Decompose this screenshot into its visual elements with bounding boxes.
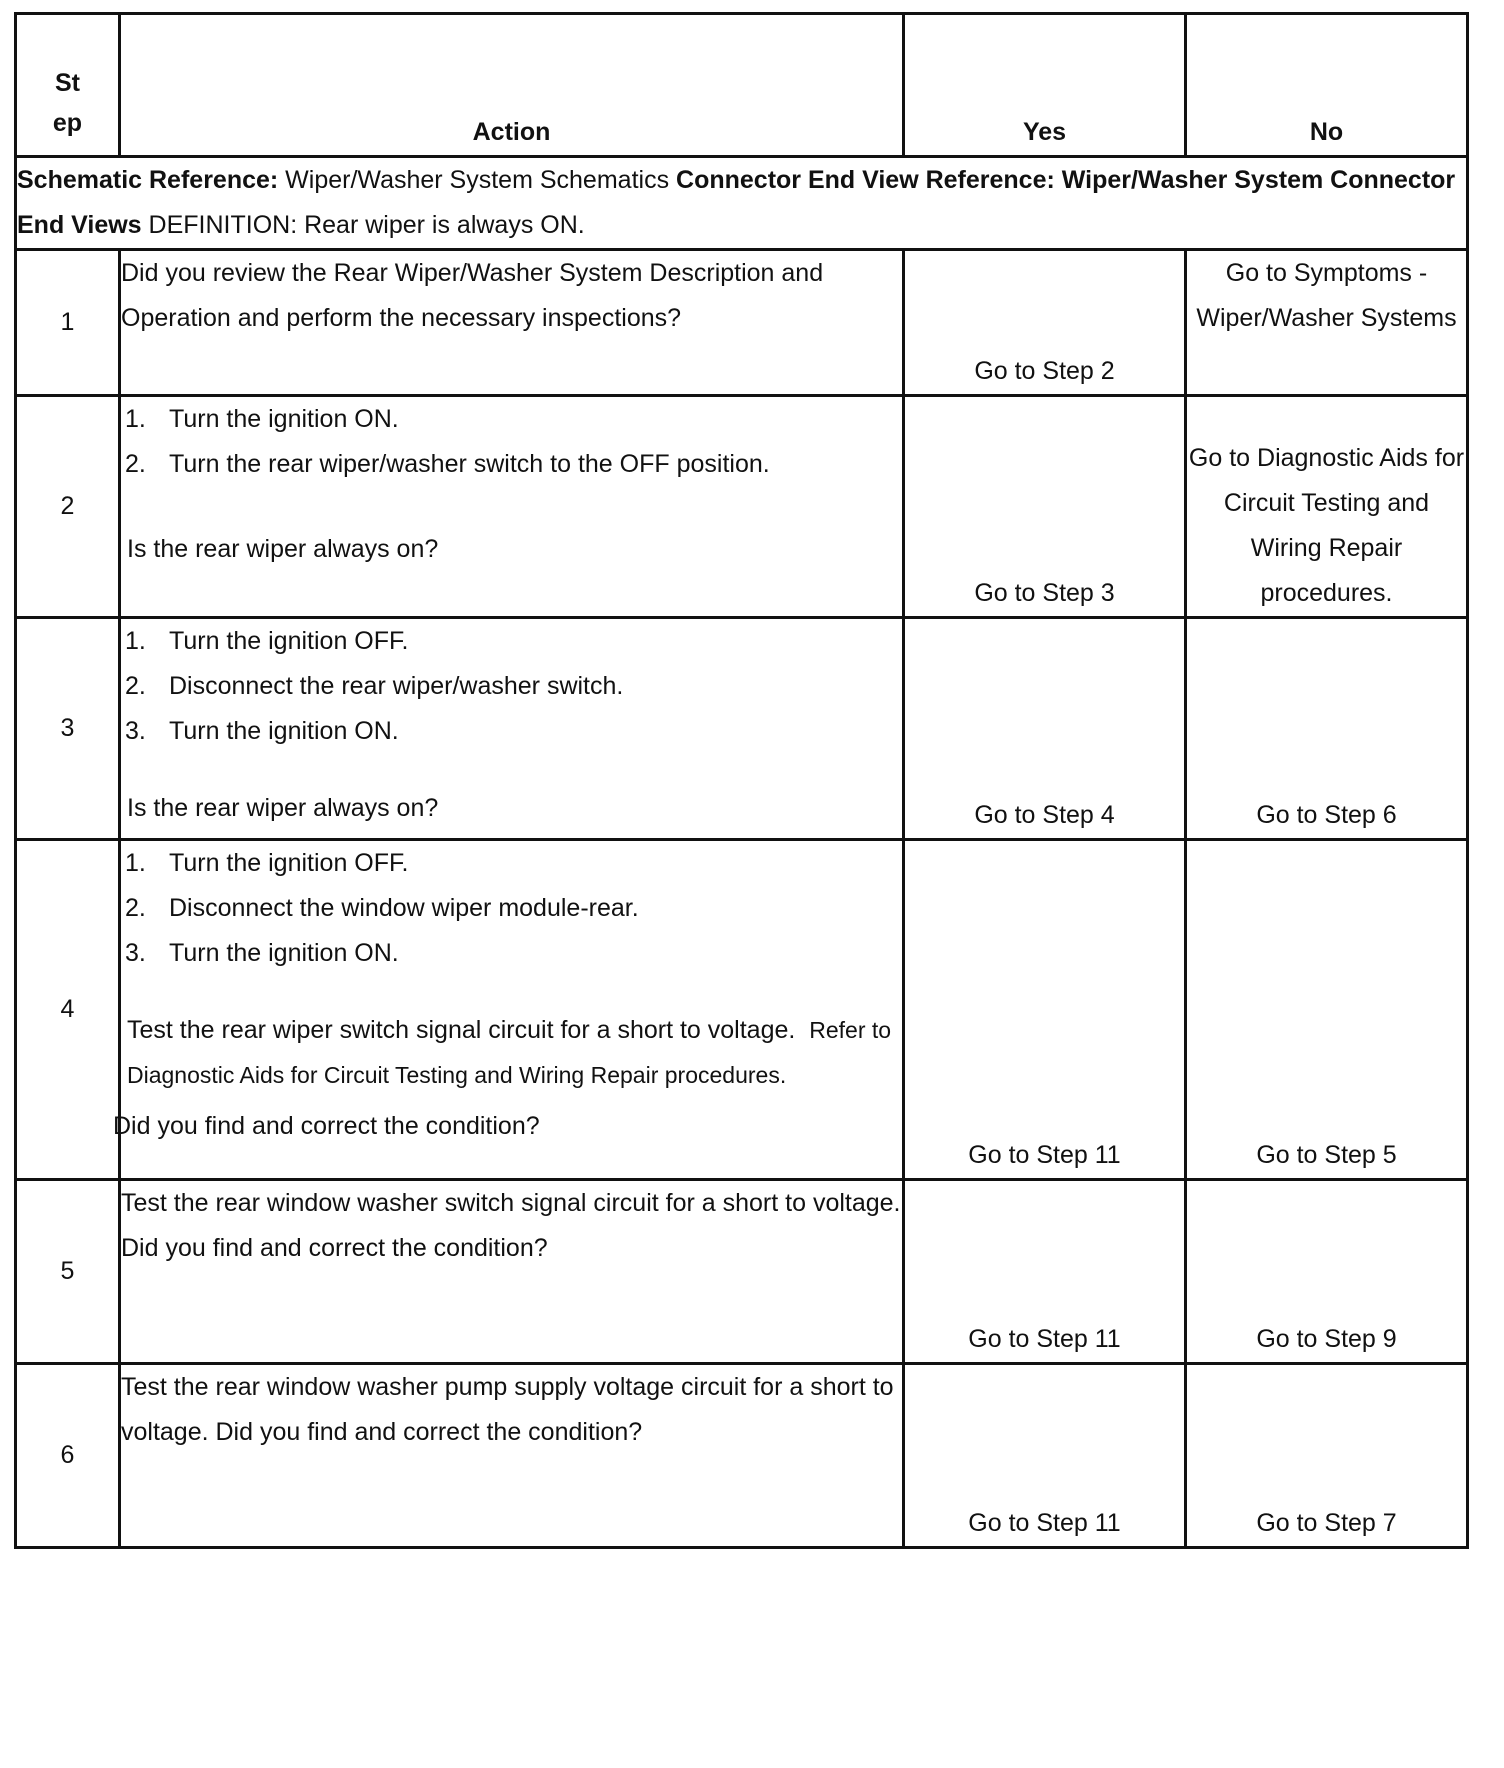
list-item: 3. Turn the ignition ON. <box>125 717 399 745</box>
reference-cell <box>16 157 1468 250</box>
step-number: 6 <box>16 1364 120 1548</box>
no-cell[interactable]: Go to Step 6 <box>1186 618 1468 840</box>
list-item: 2. Turn the rear wiper/washer switch to the OFF position. <box>125 450 770 478</box>
schematic-reference-link[interactable]: Wiper/Washer System Schematics <box>278 166 677 194</box>
no-cell[interactable]: Go to Diagnostic Aids for Circuit Testing and Wiring Repair procedures. <box>1186 396 1468 618</box>
table-row-step-1 <box>16 250 1468 396</box>
definition-text: DEFINITION: Rear wiper is always ON. <box>141 211 585 239</box>
yes-cell[interactable]: Go to Step 11 <box>904 1180 1186 1364</box>
action-cell <box>113 840 904 1180</box>
yes-cell[interactable]: Go to Step 11 <box>904 840 1186 1180</box>
table-row-step-5 <box>16 1180 1468 1364</box>
step-number: 2 <box>16 396 120 618</box>
schematic-reference-label: Schematic Reference: <box>17 166 279 194</box>
header-no: No <box>1186 14 1468 157</box>
list-item: 1. Turn the ignition OFF. <box>125 627 409 655</box>
no-cell[interactable]: Go to Step 9 <box>1186 1180 1468 1364</box>
header-row <box>16 14 1468 157</box>
test-text: Test the rear wiper switch signal circuit for a short to voltage. <box>127 1016 796 1044</box>
instruction-list <box>121 397 902 487</box>
header-yes: Yes <box>904 14 1186 157</box>
list-item: 1. Turn the ignition OFF. <box>125 849 409 877</box>
action-cell: Did you review the Rear Wiper/Washer System Description and Operation and perform the necessary inspections? <box>120 250 904 396</box>
action-cell <box>120 396 904 618</box>
step-number: 1 <box>16 250 120 396</box>
list-item: 2. Disconnect the rear wiper/washer switch. <box>125 672 624 700</box>
header-action: Action <box>120 14 904 157</box>
step-number: 4 <box>16 840 120 1180</box>
list-item: 2. Disconnect the window wiper module-rear. <box>125 894 639 922</box>
action-cell: Test the rear window washer switch signal circuit for a short to voltage. Did you find and correct the condition? <box>120 1180 904 1364</box>
reference-row <box>16 157 1468 250</box>
instruction-list <box>121 841 902 976</box>
instruction-list <box>121 619 902 754</box>
yes-cell[interactable]: Go to Step 4 <box>904 618 1186 840</box>
yes-cell[interactable]: Go to Step 11 <box>904 1364 1186 1548</box>
table-row-step-2 <box>16 396 1468 618</box>
action-cell <box>120 618 904 840</box>
no-cell[interactable]: Go to Symptoms - Wiper/Washer Systems <box>1186 250 1468 396</box>
no-cell[interactable]: Go to Step 7 <box>1186 1364 1468 1548</box>
step-number: 5 <box>16 1180 120 1364</box>
procedure-link[interactable]: Refer to Diagnostic Aids for Circuit Testing and Wiring Repair procedures. <box>127 1017 892 1088</box>
table-row-step-4 <box>16 840 1468 1180</box>
header-step: St ep <box>16 14 120 157</box>
no-cell[interactable]: Go to Step 5 <box>1186 840 1468 1180</box>
table-row-step-3 <box>16 618 1468 840</box>
yes-cell[interactable]: Go to Step 3 <box>904 396 1186 618</box>
question-text: Is the rear wiper always on? <box>127 794 439 822</box>
connector-reference-label: Connector End View Reference: Wiper/Washer System Connector End Views <box>17 166 1456 239</box>
action-cell: Test the rear window washer pump supply voltage circuit for a short to voltage. Did you find and correct the condition? <box>120 1364 904 1548</box>
yes-cell[interactable]: Go to Step 2 <box>904 250 1186 396</box>
list-item: 1. Turn the ignition ON. <box>125 405 399 433</box>
step-number: 3 <box>16 618 120 840</box>
diagnostic-table <box>14 12 1469 1549</box>
question-text: Did you find and correct the condition? <box>113 1112 540 1140</box>
table-row-step-6 <box>16 1364 1468 1548</box>
list-item: 3. Turn the ignition ON. <box>125 939 399 967</box>
question-text: Is the rear wiper always on? <box>127 535 439 563</box>
